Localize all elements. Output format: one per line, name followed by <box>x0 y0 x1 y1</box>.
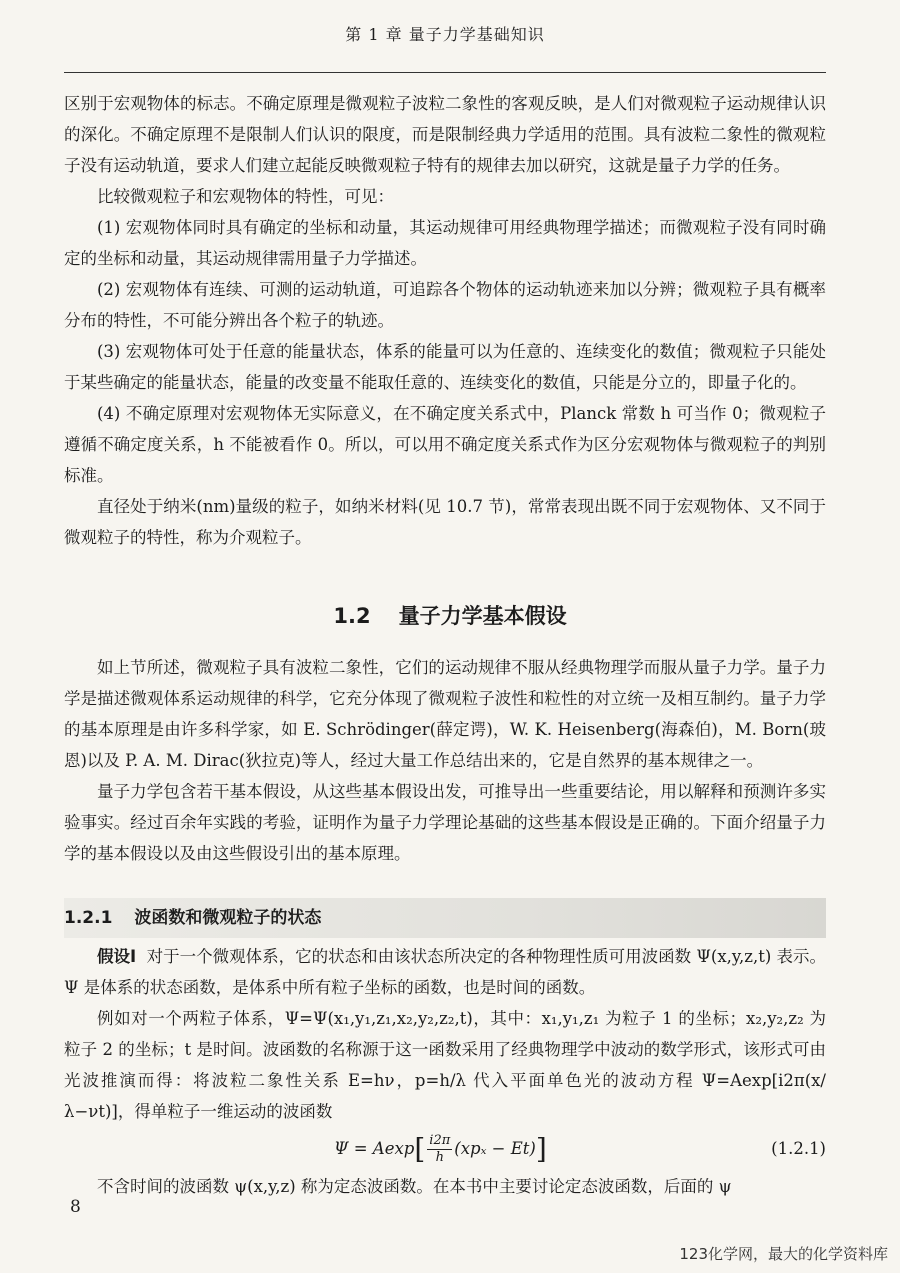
section-heading <box>0 600 900 630</box>
list-item: (4) 不确定原理对宏观物体无实际意义，在不确定度关系式中，Planck 常数 h 可当作 0；微观粒子遵循不确定度关系，h 不能被看作 0。所以，可以用不确定度关系式作为区分宏观物体与微观粒子的判别标准。 <box>64 404 826 485</box>
subsection-title: 波函数和微观粒子的状态 <box>134 908 322 928</box>
equation-1-2-1 <box>64 1127 826 1171</box>
equation-body <box>334 1127 547 1172</box>
fraction-numerator: i2π <box>429 1133 451 1148</box>
postulate-text: 对于一个微观体系，它的状态和由该状态所决定的各种物理性质可用波函数 Ψ(x,y,z,t) 表示。Ψ 是体系的状态函数，是体系中所有粒子坐标的函数，也是时间的函数。 <box>64 947 827 997</box>
page-number: 8 <box>70 1197 81 1217</box>
equation-lhs: Ψ = Aexp <box>334 1139 415 1158</box>
section-number: 1.2 <box>333 604 371 628</box>
header-rule <box>64 72 826 73</box>
paragraph: 比较微观粒子和宏观物体的特性，可见： <box>97 187 394 206</box>
equation-rhs: (xpₓ − Et) <box>454 1139 536 1158</box>
list-item: (3) 宏观物体可处于任意的能量状态，体系的能量可以为任意的、连续变化的数值；微观粒子只能处于某些确定的能量状态，能量的改变量不能取任意的、连续变化的数值，只能是分立的，即量子化的。 <box>64 342 826 392</box>
running-head: 第 1 章 量子力学基础知识 <box>345 25 545 44</box>
watermark-text: 123化学网，最大的化学资料库 <box>679 1245 888 1263</box>
list-item: (1) 宏观物体同时具有确定的坐标和动量，其运动规律可用经典物理学描述；而微观粒子没有同时确定的坐标和动量，其运动规律需用量子力学描述。 <box>64 218 826 268</box>
bracket-right: ] <box>535 1132 547 1166</box>
section-1-1-continuation <box>64 88 826 553</box>
equation-fraction <box>427 1133 452 1166</box>
section-title: 量子力学基本假设 <box>398 604 567 628</box>
subsection-heading <box>64 898 826 938</box>
paragraph: 如上节所述，微观粒子具有波粒二象性，它们的运动规律不服从经典物理学而服从量子力学。量子力学是描述微观体系运动规律的科学，它充分体现了微观粒子波性和粒性的对立统一及相互制约。量子力学的基本原理是由许多科学家，如 E. Schrödinger(薛定谔)，W. K. Heisenberg(海森伯)，M. Born(玻恩)以及 P. A. M. Dirac(狄拉克)等人，经过大量工作总结出来的，它是自然界的基本规律之一。 <box>64 658 826 770</box>
bracket-left: [ <box>414 1132 426 1166</box>
fraction-denominator: h <box>435 1150 444 1165</box>
section-1-2-intro <box>64 652 826 869</box>
postulate-paragraph <box>64 941 826 1003</box>
postulate-label: 假设Ⅰ <box>97 947 137 966</box>
paragraph: 例如对一个两粒子体系，Ψ=Ψ(x₁,y₁,z₁,x₂,y₂,z₂,t)，其中：x₁,y₁,z₁ 为粒子 1 的坐标；x₂,y₂,z₂ 为粒子 2 的坐标；t 是时间。波函数的名称源于这一函数采用了经典物理学中波动的数学形式，该形式可由光波推演而得：将波粒二象性关系 E=hν，p=h/λ 代入平面单色光的波动方程 Ψ=Aexp[i2π(x/λ−νt)]，得单粒子一维运动的波函数 <box>64 1009 826 1121</box>
equation-number: (1.2.1) <box>771 1139 826 1158</box>
paragraph: 直径处于纳米(nm)量级的粒子，如纳米材料(见 10.7 节)，常常表现出既不同于宏观物体、又不同于微观粒子的特性，称为介观粒子。 <box>64 497 826 547</box>
paragraph: 区别于宏观物体的标志。不确定原理是微观粒子波粒二象性的客观反映，是人们对微观粒子运动规律认识的深化。不确定原理不是限制人们认识的限度，而是限制经典力学适用的范围。具有波粒二象性的微观粒子没有运动轨道，要求人们建立起能反映微观粒子特有的规律去加以研究，这就是量子力学的任务。 <box>64 94 826 175</box>
subsection-body <box>64 941 826 1202</box>
paragraph: 不含时间的波函数 ψ(x,y,z) 称为定态波函数。在本书中主要讨论定态波函数，后面的 ψ <box>97 1177 732 1196</box>
list-item: (2) 宏观物体有连续、可测的运动轨道，可追踪各个物体的运动轨迹来加以分辨；微观粒子具有概率分布的特性，不可能分辨出各个粒子的轨迹。 <box>64 280 826 330</box>
paragraph: 量子力学包含若干基本假设，从这些基本假设出发，可推导出一些重要结论，用以解释和预测许多实验事实。经过百余年实践的考验，证明作为量子力学理论基础的这些基本假设是正确的。下面介绍量子力学的基本假设以及由这些假设引出的基本原理。 <box>64 782 826 863</box>
subsection-number: 1.2.1 <box>64 908 113 928</box>
